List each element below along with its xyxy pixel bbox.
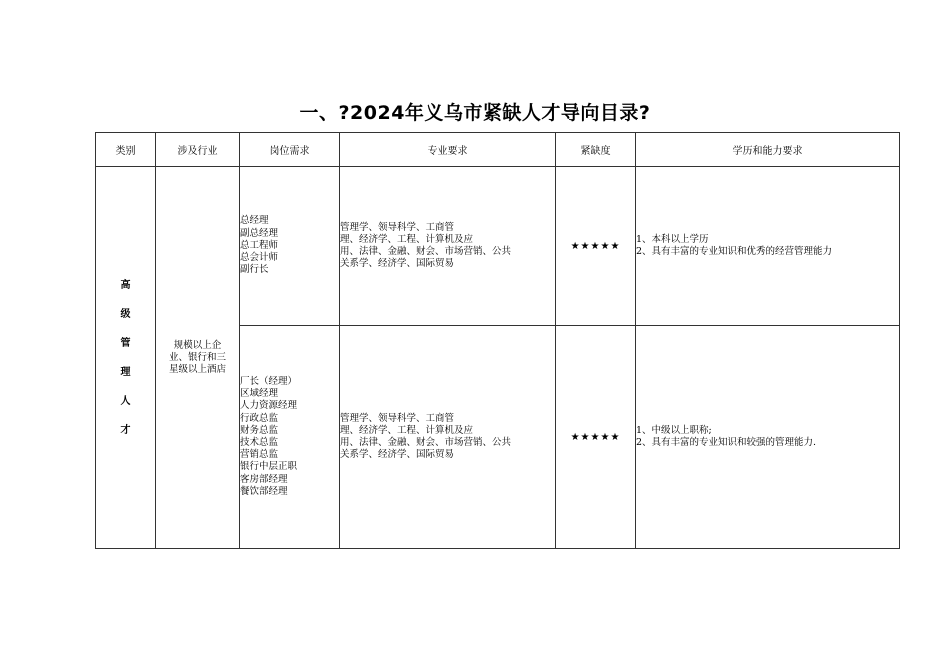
position-item: 技术总监 [240,437,279,448]
position-item: 客房部经理 [240,473,288,485]
scarcity-rating: ★★★★★ [556,326,636,549]
position-cell [240,326,340,549]
talent-catalog-table [95,132,900,549]
major-cell [340,326,556,549]
position-item: 银行中层正职 [240,461,298,473]
header-scarcity: 紧缺度 [556,133,636,167]
header-major: 专业要求 [340,133,556,167]
header-category: 类别 [96,133,156,167]
category-char: 人 [120,395,131,407]
position-item: 餐饮部经理 [240,485,288,497]
position-item: 财务总监 [240,424,279,436]
education-line: 2、具有丰富的专业知识和优秀的经营管理能力 [636,246,833,257]
industry-line: 星级以上酒店 [168,363,226,375]
position-item: 营销总监 [240,449,279,461]
page-title: 一、?2024年义乌市紧缺人才导向目录? [299,102,651,124]
major-line: 用、法律、金融、财会、市场营销、公共 [340,437,512,448]
category-cell [96,167,156,549]
industry-cell [156,167,240,549]
position-item: 副总经理 [240,227,279,239]
education-line: 2、具有丰富的专业知识和较强的管理能力. [636,437,817,448]
position-item: 副行长 [240,264,269,276]
major-line: 理、经济学、工程、计算机及应 [340,233,474,245]
position-item: 区域经理 [240,388,279,400]
table-row [96,167,900,326]
category-char: 高 [120,279,131,291]
header-position: 岗位需求 [240,133,340,167]
major-line: 管理学、领导科学、工商管 [340,221,455,233]
category-char: 理 [120,366,131,378]
table-header-row [96,133,900,167]
header-education: 学历和能力要求 [636,133,900,167]
category-char: 才 [120,424,131,436]
position-item: 厂长（经理） [240,375,298,387]
category-char: 级 [120,308,131,320]
education-line: 1、本科以上学历 [636,233,709,245]
education-cell [636,326,900,549]
position-item: 总会计师 [240,252,279,264]
industry-line: 业、银行和三 [168,351,226,363]
position-cell [240,167,340,326]
scarcity-rating: ★★★★★ [556,167,636,326]
industry-line: 规模以上企 [173,339,222,351]
position-item: 总经理 [240,215,269,227]
major-line: 用、法律、金融、财会、市场营销、公共 [340,246,512,257]
major-cell [340,167,556,326]
position-item: 人力资源经理 [240,400,298,412]
header-industry: 涉及行业 [156,133,240,167]
education-cell [636,167,900,326]
position-item: 总工程师 [240,239,279,251]
category-char: 管 [120,337,131,349]
major-line: 关系学、经济学、国际贸易 [340,449,455,461]
education-line: 1、中级以上职称; [636,424,712,436]
major-line: 理、经济学、工程、计算机及应 [340,424,474,436]
major-line: 关系学、经济学、国际贸易 [340,258,455,270]
major-line: 管理学、领导科学、工商管 [340,412,455,424]
position-item: 行政总监 [240,412,279,424]
